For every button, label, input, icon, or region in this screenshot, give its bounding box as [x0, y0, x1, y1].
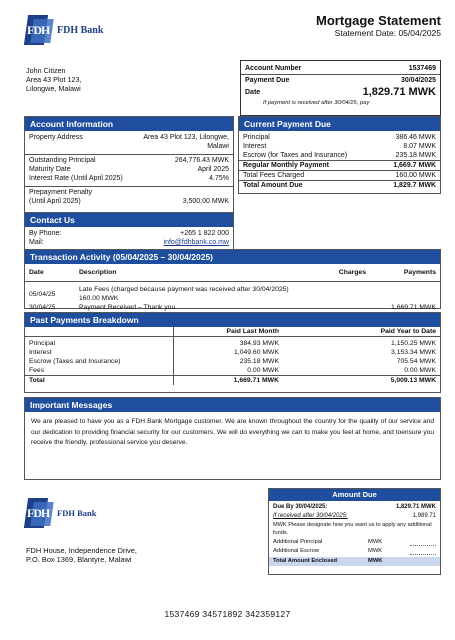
current-due-label: Interest: [243, 143, 267, 150]
contact-box: [24, 213, 234, 250]
contact-title: Contact Us: [25, 213, 233, 227]
past-payments-box: [24, 312, 441, 393]
bank-name: FDH Bank: [57, 24, 104, 36]
past-label: Interest: [25, 348, 173, 357]
customer-address-line1: Area 43 Plot 123,: [26, 75, 82, 84]
customer-address-line2: Lilongwe, Malawi: [26, 84, 81, 93]
current-due-row: [239, 142, 440, 151]
maturity-date-label: Maturity Date: [29, 166, 71, 173]
email-link[interactable]: info@fdhbank.co.mw: [163, 239, 229, 246]
mail-label: Mail:: [29, 239, 44, 246]
property-address-value1: Area 43 Plot 123, Lilongwe,: [143, 134, 229, 141]
fdh-logo-icon-footer: FDH: [26, 498, 54, 528]
account-number: 1537469: [408, 65, 436, 72]
additional-principal-unit: MWK: [368, 539, 383, 545]
past-payment-row: [25, 337, 440, 349]
tx-date: 05/04/25: [29, 290, 56, 298]
current-payment-due-title: Current Payment Due: [239, 117, 440, 131]
additional-escrow-input[interactable]: [410, 547, 436, 555]
prepayment-penalty-label: Prepayment Penalty: [29, 189, 93, 196]
due-by-label: Due By 30/04/2025:: [273, 504, 328, 510]
tx-description: Late Fees (charged because payment was received after 30/04/2025) 160.00 MWK: [79, 286, 289, 302]
past-last: 1,669.71 MWK: [233, 377, 279, 384]
phone-number: +265 1 822 000: [180, 230, 229, 237]
total-enclosed-label: Total Amount Enclosed: [273, 558, 338, 564]
past-last: 0.00 MWK: [247, 367, 279, 374]
fdh-logo-icon: FDH: [26, 15, 54, 45]
property-address-value2: Malawi: [207, 143, 229, 150]
interest-rate-label: Interest Rate (Until April 2025): [29, 175, 123, 182]
outstanding-principal-label: Outstanding Principal: [29, 157, 96, 164]
additional-principal-input[interactable]: [410, 538, 436, 546]
current-due-value: 386.46 MWK: [395, 134, 436, 141]
customer-name: John Citizen: [26, 66, 66, 75]
important-messages-title: Important Messages: [25, 398, 440, 412]
late-amount-value: 1,989.71: [412, 513, 436, 519]
past-header-last-month: Paid Last Month: [226, 328, 279, 335]
current-due-row: [239, 151, 440, 160]
total-enclosed-unit: MWK: [368, 558, 383, 564]
current-due-label: Escrow (for Taxes and Insurance): [243, 152, 348, 159]
interest-rate-value: 4.75%: [209, 175, 229, 182]
tx-header-description: Description: [79, 269, 117, 276]
current-due-row: [239, 160, 440, 170]
property-address-label: Property Address: [29, 134, 83, 141]
past-header-year-to-date: Paid Year to Date: [380, 328, 436, 335]
past-label: Total: [25, 376, 173, 386]
current-due-value: 1,669.7 MWK: [393, 162, 436, 169]
past-payment-row: [25, 348, 440, 357]
account-information-box: [24, 116, 234, 213]
transaction-activity-box: [24, 249, 441, 309]
past-last: 1,049.60 MWK: [234, 349, 279, 356]
tx-header-payments: Payments: [403, 269, 436, 276]
transaction-row: [25, 303, 440, 312]
past-year: 5,009.13 MWK: [390, 377, 436, 384]
current-due-label: Total Fees Charged: [243, 172, 305, 179]
current-due-label: Total Amount Due: [243, 182, 303, 189]
tx-date: 30/04/25: [29, 304, 56, 311]
transaction-activity-title: Transaction Activity (05/04/2025 – 30/04/2025): [25, 250, 440, 264]
maturity-date-value: April 2025: [197, 166, 229, 173]
past-payment-row: [25, 357, 440, 366]
past-payment-row: [25, 366, 440, 376]
payment-reference-numbers: 1537469 34571892 342359127: [164, 609, 291, 619]
amount-due-title: Amount Due: [269, 489, 440, 501]
payment-due-date: 30/04/2025: [400, 77, 436, 84]
current-due-row: [239, 180, 440, 190]
prepayment-penalty-period: (Until April 2025): [29, 198, 81, 205]
late-amount-label: If received after 30/04/2025:: [273, 513, 348, 519]
current-due-value: 1,829.7 MWK: [393, 182, 436, 189]
current-due-row: [239, 133, 440, 142]
bank-name-footer: FDH Bank: [57, 508, 97, 518]
past-label: Fees: [25, 366, 173, 376]
bank-logo: [26, 15, 103, 45]
past-year: 0.00 MWK: [404, 367, 436, 374]
past-year: 3,153.34 MWK: [391, 349, 436, 356]
amount-due-slip: [268, 488, 441, 575]
prepayment-penalty-value: 3,500.00 MWK: [182, 198, 229, 205]
past-label: Escrow (Taxes and Insurance): [25, 357, 173, 366]
past-year: 1,150.25 MWK: [391, 340, 436, 347]
current-due-value: 235.18 MWK: [395, 152, 436, 159]
tx-charges: [310, 303, 370, 312]
account-number-label: Account Number: [245, 65, 302, 72]
additional-principal-label: Additional Principal: [273, 539, 323, 545]
important-messages-body: We are pleased to have you as a FDH Bank Mortgage customer. We are known throughout the country for the quality of our service and our dedication to providing financial security for our customers. We will do everything we can to make you feel at home, and toensure you receive the friendly, professional service you deserve.: [31, 418, 434, 446]
statement-date: Statement Date: 05/04/2025: [334, 28, 441, 38]
past-payments-title: Past Payments Breakdown: [25, 313, 440, 327]
funds-instruction: MWK Please designate how you want us to apply any additional funds.: [273, 522, 432, 536]
transaction-row: [25, 285, 440, 303]
additional-escrow-label: Additional Escrow: [273, 548, 320, 554]
bank-logo-footer: [26, 498, 96, 528]
outstanding-principal-value: 264,776.43 MWK: [174, 157, 229, 164]
total-enclosed-input[interactable]: [410, 557, 436, 565]
phone-label: By Phone:: [29, 230, 62, 237]
date-label: Date: [245, 89, 261, 96]
current-payment-due-box: [238, 116, 441, 194]
past-last: 235.18 MWK: [239, 358, 279, 365]
current-due-label: Principal: [243, 134, 270, 141]
current-due-value: 8.07 MWK: [403, 143, 436, 150]
current-due-value: 160.00 MWK: [395, 172, 436, 179]
additional-escrow-unit: MWK: [368, 548, 383, 554]
past-label: Principal: [25, 337, 173, 349]
bank-address-line2: P.O. Box 1369, Blantyre, Malawi: [26, 555, 132, 564]
tx-payments: [370, 285, 440, 303]
tx-header-charges: Charges: [338, 269, 366, 276]
current-due-label: Regular Monthly Payment: [243, 162, 329, 169]
tx-description: Payment Received – Thank you: [79, 304, 176, 311]
account-information-title: Account Information: [25, 117, 233, 131]
bank-address-line1: FDH House, Independence Drive,: [26, 546, 137, 555]
late-payment-note: If payment is received after 30/04/25, pay: [263, 100, 370, 106]
payment-due-label: Payment Due: [245, 77, 290, 84]
past-year: 705.54 MWK: [396, 358, 436, 365]
tx-charges: [310, 285, 370, 303]
current-due-row: [239, 170, 440, 180]
past-last: 384.93 MWK: [239, 340, 279, 347]
due-by-value: 1,829.71 MWK: [395, 504, 436, 510]
tx-header-date: Date: [29, 269, 44, 276]
past-payment-row: [25, 376, 440, 386]
account-summary-box: [240, 60, 441, 116]
tx-payments: 1,669.71 MWK: [391, 304, 436, 311]
summary-amount: 1,829.71 MWK: [362, 86, 436, 98]
page-title: Mortgage Statement: [316, 13, 441, 28]
important-messages-box: [24, 397, 441, 480]
